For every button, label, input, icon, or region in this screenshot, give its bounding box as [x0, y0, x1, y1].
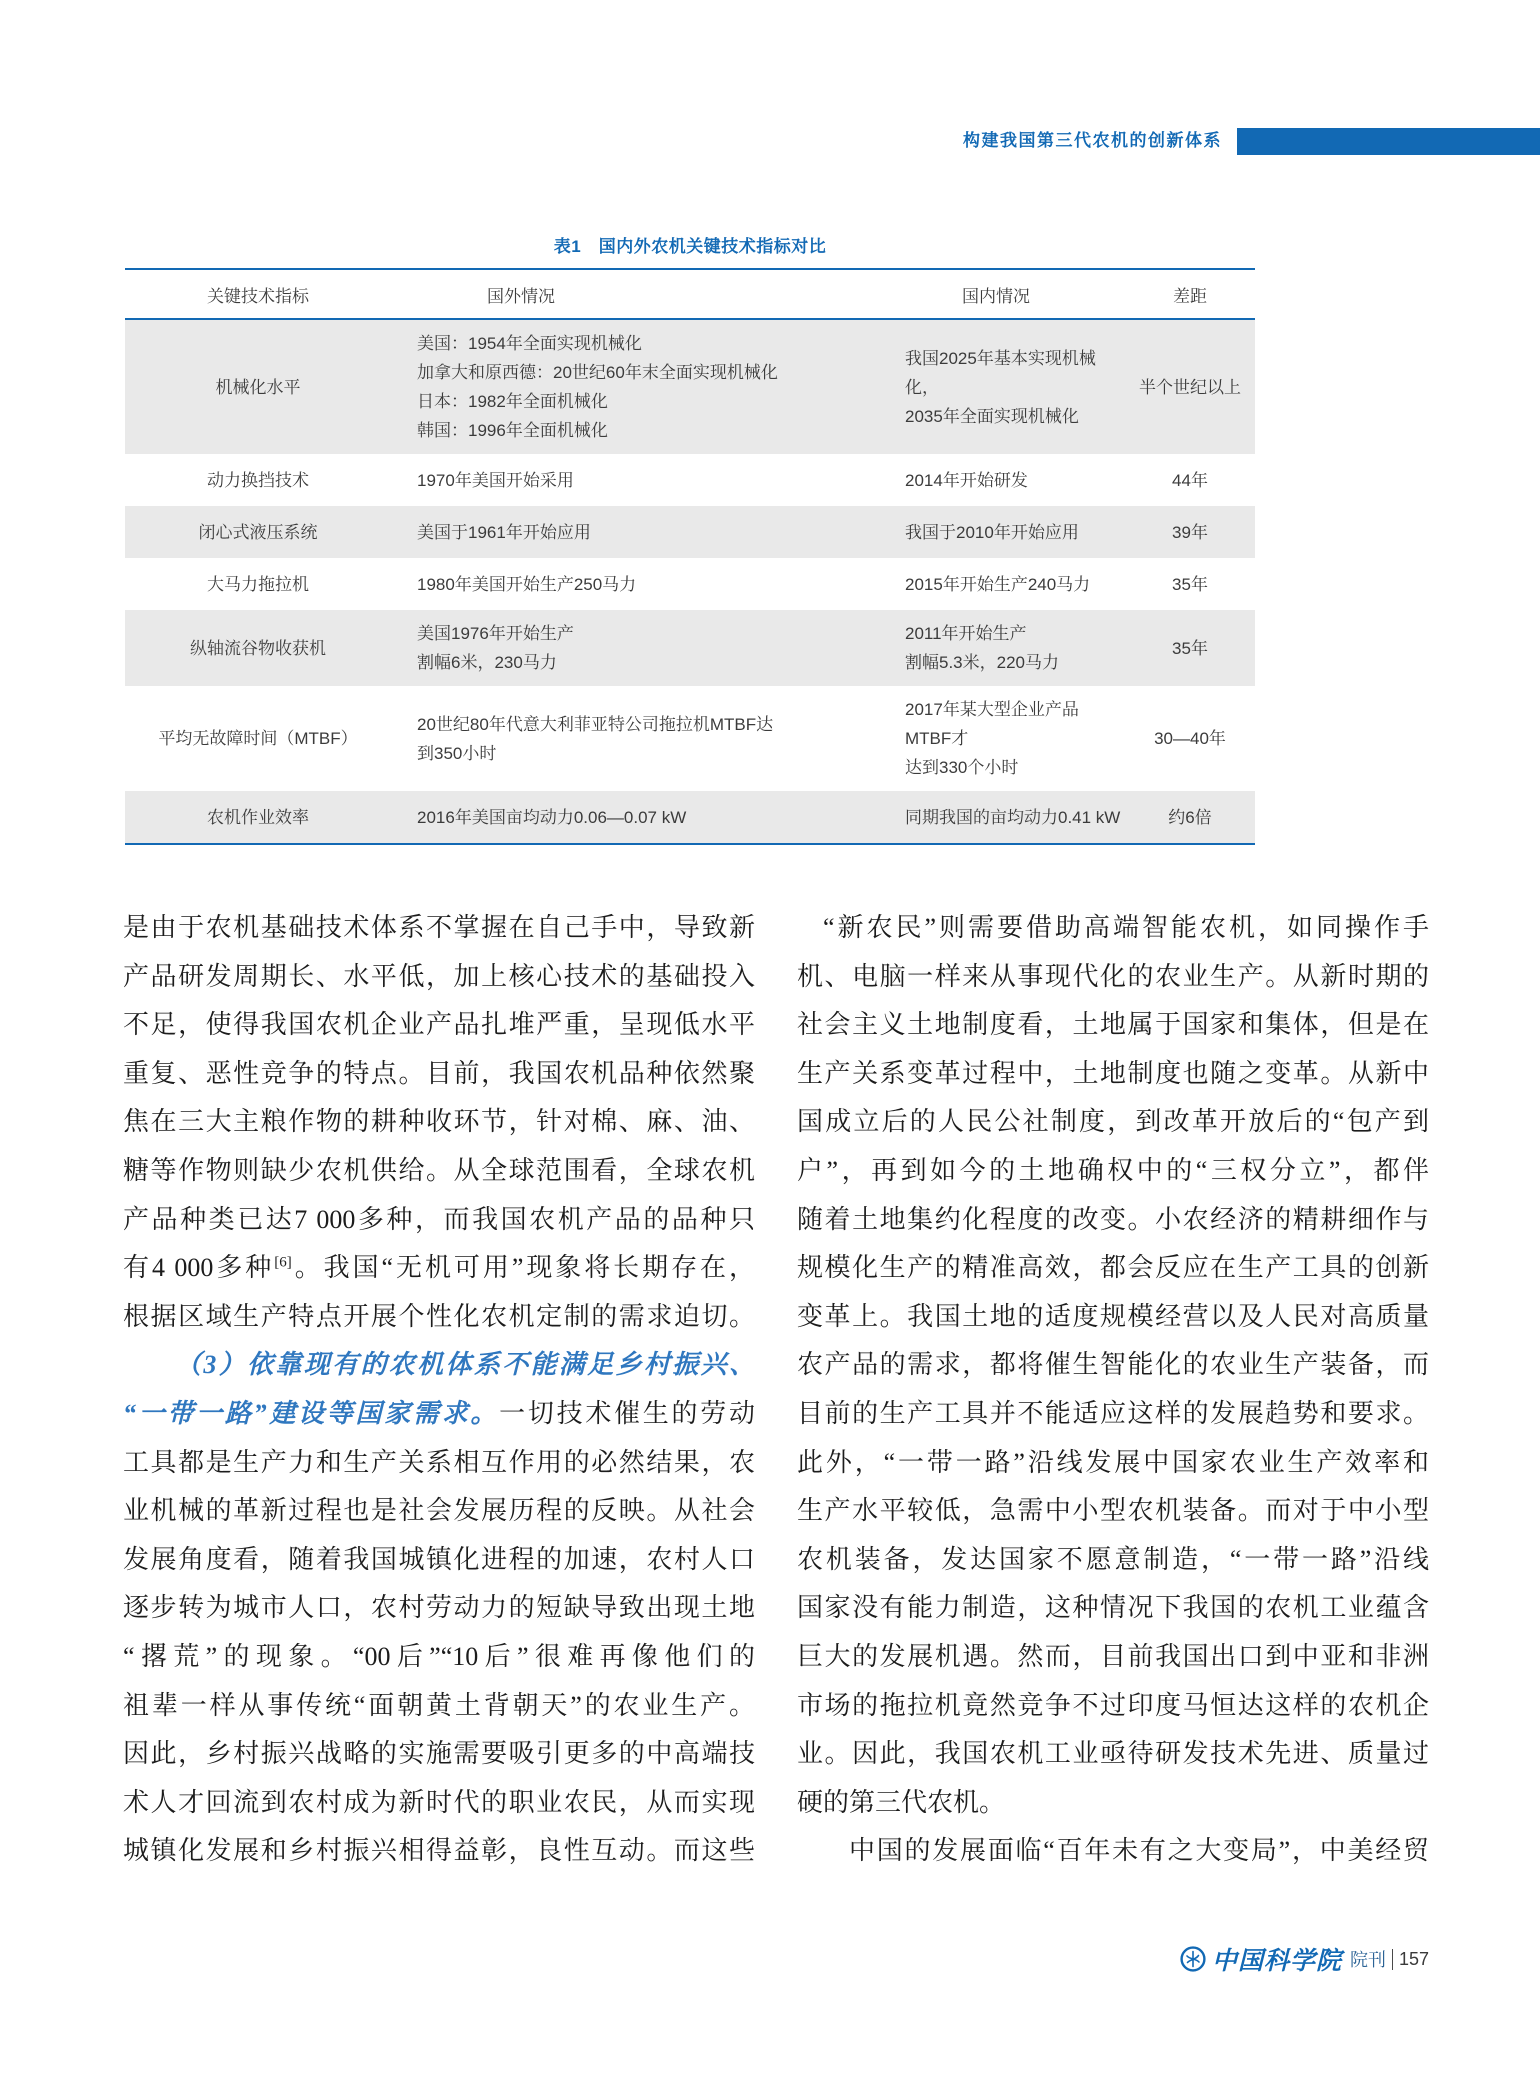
body-line: 根据区域生产特点开展个性化农机定制的需求迫切。 — [123, 1301, 755, 1331]
cas-logo-icon — [1180, 1946, 1206, 1972]
body-line: 此外，“一带一路”沿线发展中国家农业生产效率和 — [797, 1447, 1429, 1477]
body-line: 因此，乡村振兴战略的实施需要吸引更多的中高端技 — [123, 1739, 755, 1769]
body-line: 发展角度看，随着我国城镇化进程的加速，农村人口 — [123, 1544, 755, 1574]
body-line: 农产品的需求，都将催生智能化的农业生产装备，而 — [797, 1350, 1429, 1380]
body-line: 规模化生产的精准高效，都会反应在生产工具的创新 — [797, 1253, 1429, 1283]
table-cell: 2015年开始生产240马力 — [905, 574, 1091, 594]
column-header-gap: 差距 — [1173, 286, 1207, 306]
footer — [1180, 1941, 1429, 1977]
table-cell: 1970年美国开始采用 — [417, 470, 574, 490]
body-line: 户”，再到如今的土地确权中的“三权分立”，都伴 — [797, 1155, 1429, 1185]
column-header-indicator: 关键技术指标 — [207, 286, 309, 306]
table-cell: 农机作业效率 — [207, 807, 309, 827]
body-line: “新农民”则需要借助高端智能农机，如同操作手 — [823, 913, 1429, 942]
body-line: 生产水平较低，急需中小型农机装备。而对于中小型 — [797, 1496, 1429, 1526]
comparison-table — [125, 268, 1255, 845]
body-column-left — [123, 904, 755, 1876]
table-row — [125, 558, 1255, 610]
table-cell: 30—40年 — [1154, 729, 1226, 748]
table-cell: 1980年美国开始生产250马力 — [417, 574, 637, 594]
body-line: 城镇化发展和乡村振兴相得益彰，良性互动。而这些 — [123, 1836, 755, 1866]
body-line: 业。因此，我国农机工业亟待研发技术先进、质量过 — [797, 1739, 1429, 1769]
table-cell: 平均无故障时间（MTBF） — [158, 729, 358, 748]
body-line: “撂荒”的现象。“00后”“10后”很难再像他们的 — [123, 1641, 755, 1671]
body-line: 生产关系变革过程中，土地制度也随之变革。从新中 — [797, 1058, 1429, 1088]
page-number: 157 — [1399, 1948, 1430, 1969]
table-row — [125, 610, 1255, 686]
body-line: 目前的生产工具并不能适应这样的发展趋势和要求。 — [797, 1398, 1429, 1428]
body-line: 硬的第三代农机。 — [797, 1787, 1006, 1817]
body-line: 机、电脑一样来从事现代化的农业生产。从新时期的 — [797, 961, 1429, 991]
table-title: 表1 国内外农机关键技术指标对比 — [553, 237, 827, 256]
cas-logo-text: 中国科学院 — [1212, 1948, 1343, 1975]
table-row — [125, 686, 1255, 791]
table-cell: 闭心式液压系统 — [198, 522, 318, 542]
table-row — [125, 454, 1255, 506]
body-line: 是由于农机基础技术体系不掌握在自己手中，导致新 — [123, 913, 755, 942]
table-cell: 美国：1954年全面实现机械化 加拿大和原西德：20世纪60年末全面实现机械化 日本：1982年全面机械化 韩国：1996年全面机械化 — [417, 334, 778, 440]
body-line: “一带一路”建设等国家需求。一切技术催生的劳动 — [123, 1398, 755, 1428]
table-row — [125, 506, 1255, 558]
table-cell: 我国于2010年开始应用 — [905, 522, 1079, 542]
table-cell: 我国2025年基本实现机械化， 2035年全面实现机械化 — [905, 348, 1096, 426]
body-line: 中国的发展面临“百年未有之大变局”，中美经贸 — [849, 1836, 1429, 1866]
body-line: 重复、恶性竞争的特点。目前，我国农机品种依然聚 — [123, 1058, 755, 1088]
table-cell: 2014年开始研发 — [905, 470, 1028, 490]
body-line: 国家没有能力制造，这种情况下我国的农机工业蕴含 — [797, 1593, 1429, 1623]
table-row — [125, 791, 1255, 843]
body-line: 术人才回流到农村成为新时代的职业农民，从而实现 — [123, 1787, 755, 1817]
table-cell: 美国1976年开始生产 割幅6米，230马力 — [417, 624, 574, 672]
table-cell: 2011年开始生产 割幅5.3米，220马力 — [905, 624, 1059, 672]
journal-label: 院刊 — [1350, 1950, 1387, 1970]
table-cell: 2017年某大型企业产品MTBF才 达到330个小时 — [905, 700, 1079, 777]
body-line: 焦在三大主粮作物的耕种收环节，针对棉、麻、油、 — [123, 1107, 755, 1137]
body-line: 农机装备，发达国家不愿意制造，“一带一路”沿线 — [797, 1544, 1429, 1574]
table-header-row — [125, 270, 1255, 320]
footer-divider — [1392, 1949, 1393, 1970]
table-cell: 约6倍 — [1168, 807, 1212, 827]
table-row — [125, 320, 1255, 454]
table-cell: 机械化水平 — [215, 377, 301, 397]
table-cell: 35年 — [1172, 574, 1208, 594]
body-line: 国成立后的人民公社制度，到改革开放后的“包产到 — [797, 1107, 1429, 1137]
table-body — [125, 320, 1255, 843]
table-cell: 35年 — [1172, 638, 1208, 658]
table-cell: 纵轴流谷物收获机 — [190, 638, 326, 658]
running-head-title: 构建我国第三代农机的创新体系 — [963, 131, 1222, 150]
body-line: 逐步转为城市人口，农村劳动力的短缺导致出现土地 — [123, 1593, 755, 1623]
body-line: 随着土地集约化程度的改变。小农经济的精耕细作与 — [797, 1204, 1429, 1234]
column-header-domestic: 国内情况 — [962, 286, 1030, 306]
body-line: （3）依靠现有的农机体系不能满足乡村振兴、 — [175, 1350, 755, 1380]
body-line: 产品研发周期长、水平低，加上核心技术的基础投入 — [123, 961, 755, 991]
body-line: 市场的拖拉机竟然竞争不过印度马恒达这样的农机企 — [797, 1690, 1429, 1720]
body-line: 巨大的发展机遇。然而，目前我国出口到中亚和非洲 — [797, 1641, 1429, 1671]
body-line: 糖等作物则缺少农机供给。从全球范围看，全球农机 — [123, 1155, 755, 1185]
body-line: 业机械的革新过程也是社会发展历程的反映。从社会 — [123, 1496, 755, 1526]
table-cell: 39年 — [1172, 522, 1208, 542]
body-line: 社会主义土地制度看，土地属于国家和集体，但是在 — [797, 1010, 1429, 1040]
table-cell: 2016年美国亩均动力0.06—0.07 kW — [417, 807, 687, 827]
body-line: 工具都是生产力和生产关系相互作用的必然结果，农 — [123, 1447, 755, 1477]
table-cell: 44年 — [1172, 470, 1208, 490]
body-line: 不足，使得我国农机企业产品扎堆严重，呈现低水平 — [123, 1010, 755, 1040]
body-line: 祖辈一样从事传统“面朝黄土背朝天”的农业生产。 — [123, 1690, 755, 1720]
body-line: 有4 000多种[6]。我国“无机可用”现象将长期存在， — [123, 1253, 755, 1283]
table-cell: 20世纪80年代意大利菲亚特公司拖拉机MTBF达 到350小时 — [417, 714, 774, 763]
body-column-right — [797, 904, 1429, 1876]
column-header-foreign: 国外情况 — [487, 286, 555, 306]
body-line: 产品种类已达7 000多种，而我国农机产品的品种只 — [123, 1204, 755, 1234]
table-cell: 半个世纪以上 — [1139, 377, 1241, 397]
table-cell: 大马力拖拉机 — [207, 574, 309, 594]
header-accent-bar — [1237, 128, 1540, 155]
body-line: 变革上。我国土地的适度规模经营以及人民对高质量 — [797, 1301, 1429, 1331]
table-cell: 同期我国的亩均动力0.41 kW — [905, 807, 1121, 827]
table-cell: 动力换挡技术 — [207, 470, 309, 490]
table-cell: 美国于1961年开始应用 — [417, 522, 591, 542]
